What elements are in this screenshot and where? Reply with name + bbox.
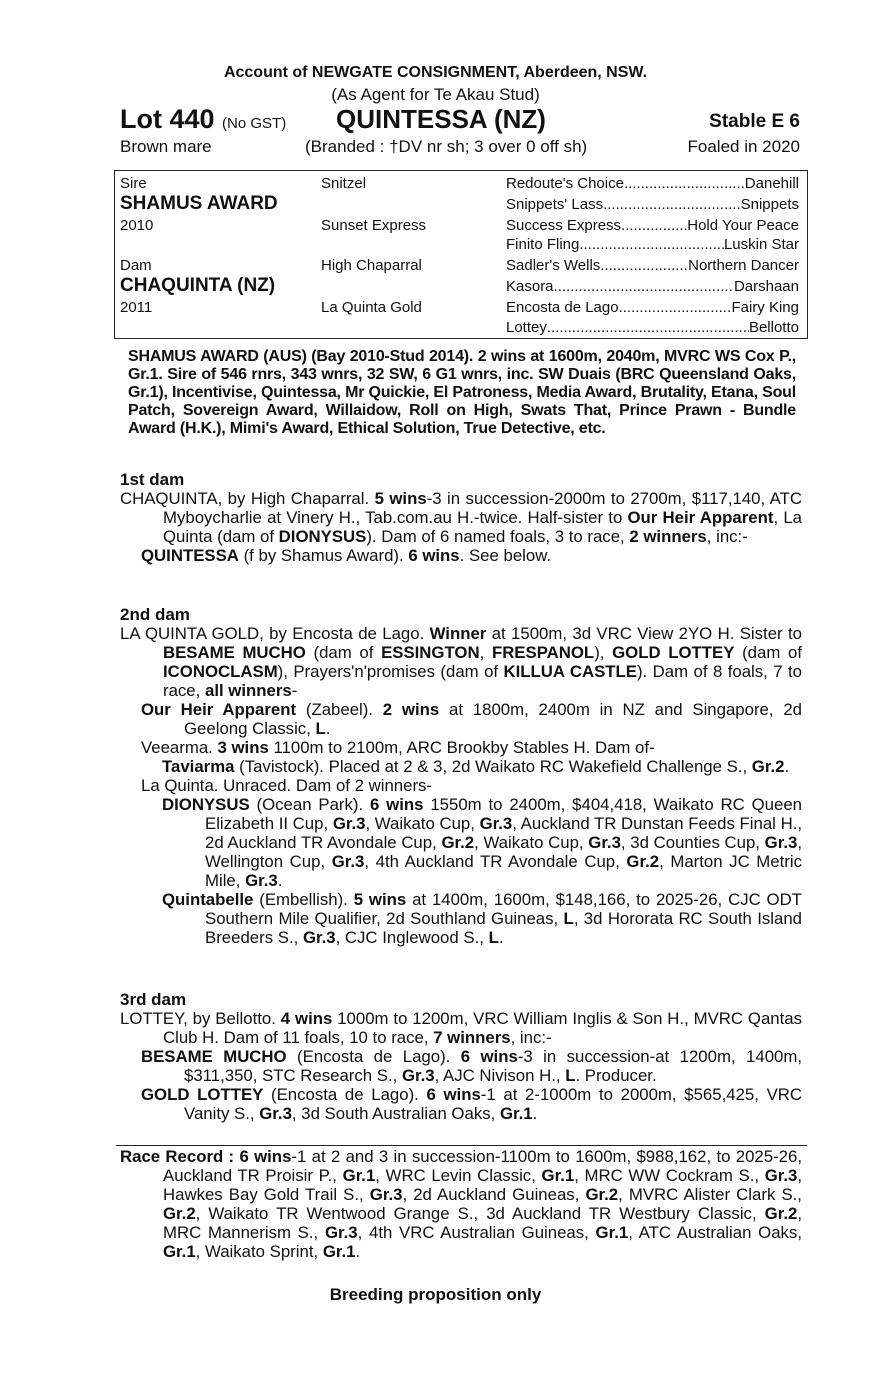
bold-text: Gr.3: [302, 928, 336, 947]
bold-text: DIONYSUS: [162, 795, 250, 814]
bold-text: 5 wins: [374, 489, 427, 508]
text-run: , Waikato TR Wentwood Grange S., 3d Auckland TR Westbury Classic,: [195, 1204, 765, 1223]
g4-entry: Snippets' Lass ..... Snippets: [506, 196, 799, 213]
text-run: La Quinta. Unraced. Dam of 2 winners-: [141, 776, 433, 795]
bold-text: Gr.3: [369, 1185, 403, 1204]
lot-label: Lot 440: [120, 104, 215, 134]
bold-text: L: [563, 909, 574, 928]
bold-text: Gr.2: [751, 757, 785, 776]
bold-text: QUINTESSA: [141, 546, 239, 565]
sire-name: SHAMUS AWARD: [120, 193, 278, 214]
bold-text: Gr.3: [401, 1066, 435, 1085]
bold-text: Gr.1: [541, 1166, 575, 1185]
bold-text: ESSINGTON: [381, 643, 480, 662]
text-run: -1 at 2-1000m to 2000m, $565,425, VRC Vanity S.,: [184, 1085, 802, 1123]
bold-text: Gr.3: [588, 833, 621, 852]
bold-text: DIONYSUS: [278, 527, 367, 546]
text-run: (Ocean Park).: [249, 795, 370, 814]
pedigree-table: [114, 170, 808, 339]
text-run: .: [325, 719, 331, 738]
text-run: (f by Shamus Award).: [238, 546, 409, 565]
bold-text: Quintabelle: [162, 890, 254, 909]
text-run: -3 in succession-2000m to 2700m, $117,140, ATC Myboycharlie at Vinery H., Tab.com.au H.-twice. Half-sister to: [163, 489, 803, 527]
bold-text: Gr.2: [764, 1204, 798, 1223]
dam-year: 2011: [120, 299, 153, 316]
bold-text: 3 wins: [217, 738, 269, 757]
bold-text: 6 wins: [460, 1047, 518, 1066]
text-run: -: [291, 681, 298, 700]
g4-entry: Finito Fling ..... Luskin Star: [506, 236, 799, 253]
bold-text: Gr.3: [324, 1223, 358, 1242]
text-run: ),: [594, 643, 613, 662]
bold-text: Taviarma: [162, 757, 235, 776]
g4-entry: Lottey ..... Bellotto: [506, 319, 799, 336]
bold-text: FRESPANOL: [491, 643, 595, 662]
bold-text: Gr.3: [245, 871, 278, 890]
text-run: , 4th Auckland TR Avondale Cup,: [364, 852, 627, 871]
second-dam-grandprogeny: [120, 890, 802, 947]
bold-text: L: [565, 1066, 576, 1085]
sire-sire: Snitzel: [321, 175, 367, 192]
text-run: , AJC Nivison H.,: [434, 1066, 566, 1085]
text-run: (Tavistock). Placed at 2 & 3, 2d Waikato RC Wakefield Challenge S.,: [234, 757, 752, 776]
bold-text: GOLD LOTTEY: [612, 643, 735, 662]
dam-dam: La Quinta Gold: [321, 299, 422, 316]
first-dam-heading: 1st dam: [120, 470, 185, 489]
foaled-year: Foaled in 2020: [687, 137, 800, 156]
text-run: , WRC Levin Classic,: [375, 1166, 542, 1185]
text-run: LOTTEY, by Bellotto.: [120, 1009, 281, 1028]
third-dam-paragraph: [120, 1009, 802, 1047]
bold-text: L: [488, 928, 499, 947]
bold-text: GOLD LOTTEY: [141, 1085, 264, 1104]
g4-entry: Redoute's Choice ..... Danehill: [506, 175, 799, 192]
text-run: , La Quinta (dam of: [163, 508, 802, 546]
text-run: . Producer.: [575, 1066, 657, 1085]
third-dam-progeny: [120, 1047, 802, 1085]
text-run: , ATC Australian Oaks,: [628, 1223, 802, 1242]
second-dam-section: [120, 605, 802, 947]
bold-text: Gr.1: [322, 1242, 356, 1261]
gst-note: (No GST): [222, 115, 287, 132]
text-run: , CJC Inglewood S.,: [335, 928, 489, 947]
second-dam-grandprogeny: [120, 795, 802, 890]
dam-sire: High Chaparral: [321, 257, 422, 274]
text-run: , Hawkes Bay Gold Trail S.,: [163, 1166, 803, 1204]
agent-line: (As Agent for Te Akau Stud): [331, 85, 540, 104]
text-run: -3 in succession-at 1200m, 1400m, $311,350, STC Research S.,: [184, 1047, 802, 1085]
text-run: , MRC Mannerism S.,: [163, 1204, 802, 1242]
sire-label: Sire: [120, 175, 147, 192]
bold-text: L: [315, 719, 326, 738]
text-run: ,: [479, 643, 492, 662]
second-dam-grandprogeny: [120, 757, 802, 776]
text-run: , Marton JC Metric Mile,: [205, 852, 802, 890]
text-run: .: [532, 1104, 538, 1123]
bold-text: Race Record : 6 wins: [120, 1147, 292, 1166]
text-run: ). Dam of 8 foals, 7 to race,: [163, 662, 803, 700]
text-run: , Waikato Cup,: [474, 833, 589, 852]
first-dam-paragraph: [120, 489, 802, 546]
text-run: (dam of: [305, 643, 382, 662]
bold-text: 6 wins: [426, 1085, 481, 1104]
bold-text: 5 wins: [353, 890, 407, 909]
text-run: .: [355, 1242, 361, 1261]
first-dam-progeny: [120, 546, 802, 565]
text-run: (Embellish).: [253, 890, 354, 909]
text-run: -1 at 2 and 3 in succession-1100m to 1600m, $988,162, to 2025-26, Auckland TR Proisir P.,: [163, 1147, 802, 1185]
third-dam-section: [120, 990, 802, 1123]
text-run: , Auckland TR Dunstan Feeds Final H., 2d Auckland TR Avondale Cup,: [205, 814, 803, 852]
text-run: , inc:-: [706, 527, 748, 546]
sire-summary: SHAMUS AWARD (AUS) (Bay 2010-Stud 2014). 2 wins at 1600m, 2040m, MVRC WS Cox P., Gr.1. Sire of 546 rnrs, 343 wnrs, 32 SW, 6 G1 wnrs, inc. SW Duais (BRC Queensland Oaks, Gr.1), Incentivise, Quintessa, Mr Quickie, El Patroness, Media Award, Brutality, Etana, Soul Patch, Sovereign Award, Willaidow, Roll on High, Swats That, Prince Prawn - Bundle Award (H.K.), Mimi's Award, Ethical Solution, True Detective, etc.: [128, 348, 796, 437]
second-dam-progeny: [120, 738, 802, 757]
bold-text: Gr.2: [441, 833, 475, 852]
text-run: at 1400m, 1600m, $148,166, to 2025-26, CJC ODT Southern Mile Qualifier, 2d Southland Guineas,: [205, 890, 802, 928]
sire-dam: Sunset Express: [321, 217, 427, 234]
text-run: . See below.: [459, 546, 552, 565]
bold-text: Gr.3: [764, 833, 798, 852]
text-run: , 3d South Australian Oaks,: [291, 1104, 500, 1123]
dam-name: CHAQUINTA (NZ): [120, 275, 276, 296]
bold-text: Gr.3: [259, 1104, 292, 1123]
consignor-line: Account of NEWGATE CONSIGNMENT, Aberdeen, NSW.: [223, 64, 648, 81]
lot-number: [120, 104, 286, 135]
stable-location: Stable E 6: [709, 111, 800, 132]
second-dam-progeny: [120, 700, 802, 738]
text-run: 1000m to 1200m, VRC William Inglis & Son H., MVRC Qantas Club H. Dam of 11 foals, 10 to race,: [163, 1009, 803, 1047]
bold-text: Gr.2: [163, 1204, 196, 1223]
bold-text: BESAME MUCHO: [141, 1047, 287, 1066]
text-run: , Waikato Cup,: [365, 814, 480, 833]
text-run: 1100m to 2100m, ARC Brookby Stables H. Dam of-: [268, 738, 655, 757]
text-run: LA QUINTA GOLD, by Encosta de Lago.: [120, 624, 430, 643]
bold-text: KILLUA CASTLE: [503, 662, 637, 681]
bold-text: Gr.1: [595, 1223, 629, 1242]
text-run: ), Prayers'n'promises (dam of: [277, 662, 504, 681]
bold-text: Gr.3: [331, 852, 365, 871]
g4-entry: Kasora ..... Darshaan: [506, 278, 799, 295]
text-run: , Waikato Sprint,: [195, 1242, 323, 1261]
bold-text: Winner: [429, 624, 487, 643]
text-run: .: [498, 928, 504, 947]
text-run: , 3d Hororata RC South Island Breeders S.,: [205, 909, 802, 947]
bold-text: Gr.2: [585, 1185, 619, 1204]
text-run: , MRC WW Cockram S.,: [574, 1166, 765, 1185]
g4-entry: Success Express ..... Hold Your Peace: [506, 217, 799, 234]
text-run: at 1800m, 2400m in NZ and Singapore, 2d Geelong Classic,: [184, 700, 803, 738]
bold-text: Gr.1: [499, 1104, 533, 1123]
bold-text: 7 winners: [433, 1028, 511, 1047]
brand-info: (Branded : †DV nr sh; 3 over 0 off sh): [305, 137, 588, 156]
text-run: .: [784, 757, 790, 776]
text-run: (Encosta de Lago).: [286, 1047, 461, 1066]
third-dam-progeny: [120, 1085, 802, 1123]
bold-text: all winners: [204, 681, 292, 700]
text-run: CHAQUINTA, by High Chaparral.: [120, 489, 375, 508]
second-dam-heading: 2nd dam: [120, 605, 190, 624]
text-run: ). Dam of 6 named foals, 3 to race,: [366, 527, 630, 546]
first-dam-section: [120, 470, 802, 565]
text-run: , 3d Counties Cup,: [620, 833, 765, 852]
second-dam-progeny: [120, 776, 802, 795]
bold-text: Gr.3: [479, 814, 513, 833]
text-run: at 1500m, 3d VRC View 2YO H. Sister to: [486, 624, 802, 643]
text-run: Veearma.: [141, 738, 218, 757]
bold-text: 2 wins: [382, 700, 440, 719]
bold-text: BESAME MUCHO: [163, 643, 306, 662]
text-run: , inc:-: [510, 1028, 552, 1047]
bold-text: ICONOCLASM: [163, 662, 278, 681]
sex-colour: Brown mare: [120, 137, 212, 156]
text-run: , Wellington Cup,: [205, 833, 802, 871]
bold-text: Our Heir Apparent: [627, 508, 774, 527]
horse-name: QUINTESSA (NZ): [336, 104, 546, 134]
race-record: [120, 1147, 802, 1261]
section-divider: [116, 1145, 807, 1146]
bold-text: 6 wins: [370, 795, 424, 814]
bold-text: Gr.1: [163, 1242, 196, 1261]
text-run: .: [277, 871, 283, 890]
g4-entry: Encosta de Lago ..... Fairy King: [506, 299, 799, 316]
text-run: 1550m to 2400m, $404,418, Waikato RC Queen Elizabeth II Cup,: [205, 795, 802, 833]
dam-label: Dam: [120, 257, 152, 274]
bold-text: 6 wins: [408, 546, 460, 565]
g4-entry: Sadler's Wells ..... Northern Dancer: [506, 257, 799, 274]
sire-year: 2010: [120, 217, 154, 234]
bold-text: Gr.2: [626, 852, 660, 871]
bold-text: Gr.3: [764, 1166, 798, 1185]
text-run: , 4th VRC Australian Guineas,: [357, 1223, 596, 1242]
bold-text: Our Heir Apparent: [141, 700, 297, 719]
second-dam-paragraph: [120, 624, 802, 700]
text-run: (dam of: [734, 643, 802, 662]
text-run: (Zabeel).: [296, 700, 383, 719]
text-run: (Encosta de Lago).: [263, 1085, 427, 1104]
breeding-note: Breeding proposition only: [329, 1285, 542, 1304]
bold-text: Gr.1: [342, 1166, 376, 1185]
third-dam-heading: 3rd dam: [120, 990, 187, 1009]
text-run: , 2d Auckland Guineas,: [402, 1185, 586, 1204]
text-run: , MVRC Alister Clark S.,: [618, 1185, 802, 1204]
bold-text: 4 wins: [280, 1009, 333, 1028]
bold-text: Gr.3: [332, 814, 366, 833]
bold-text: 2 winners: [629, 527, 707, 546]
